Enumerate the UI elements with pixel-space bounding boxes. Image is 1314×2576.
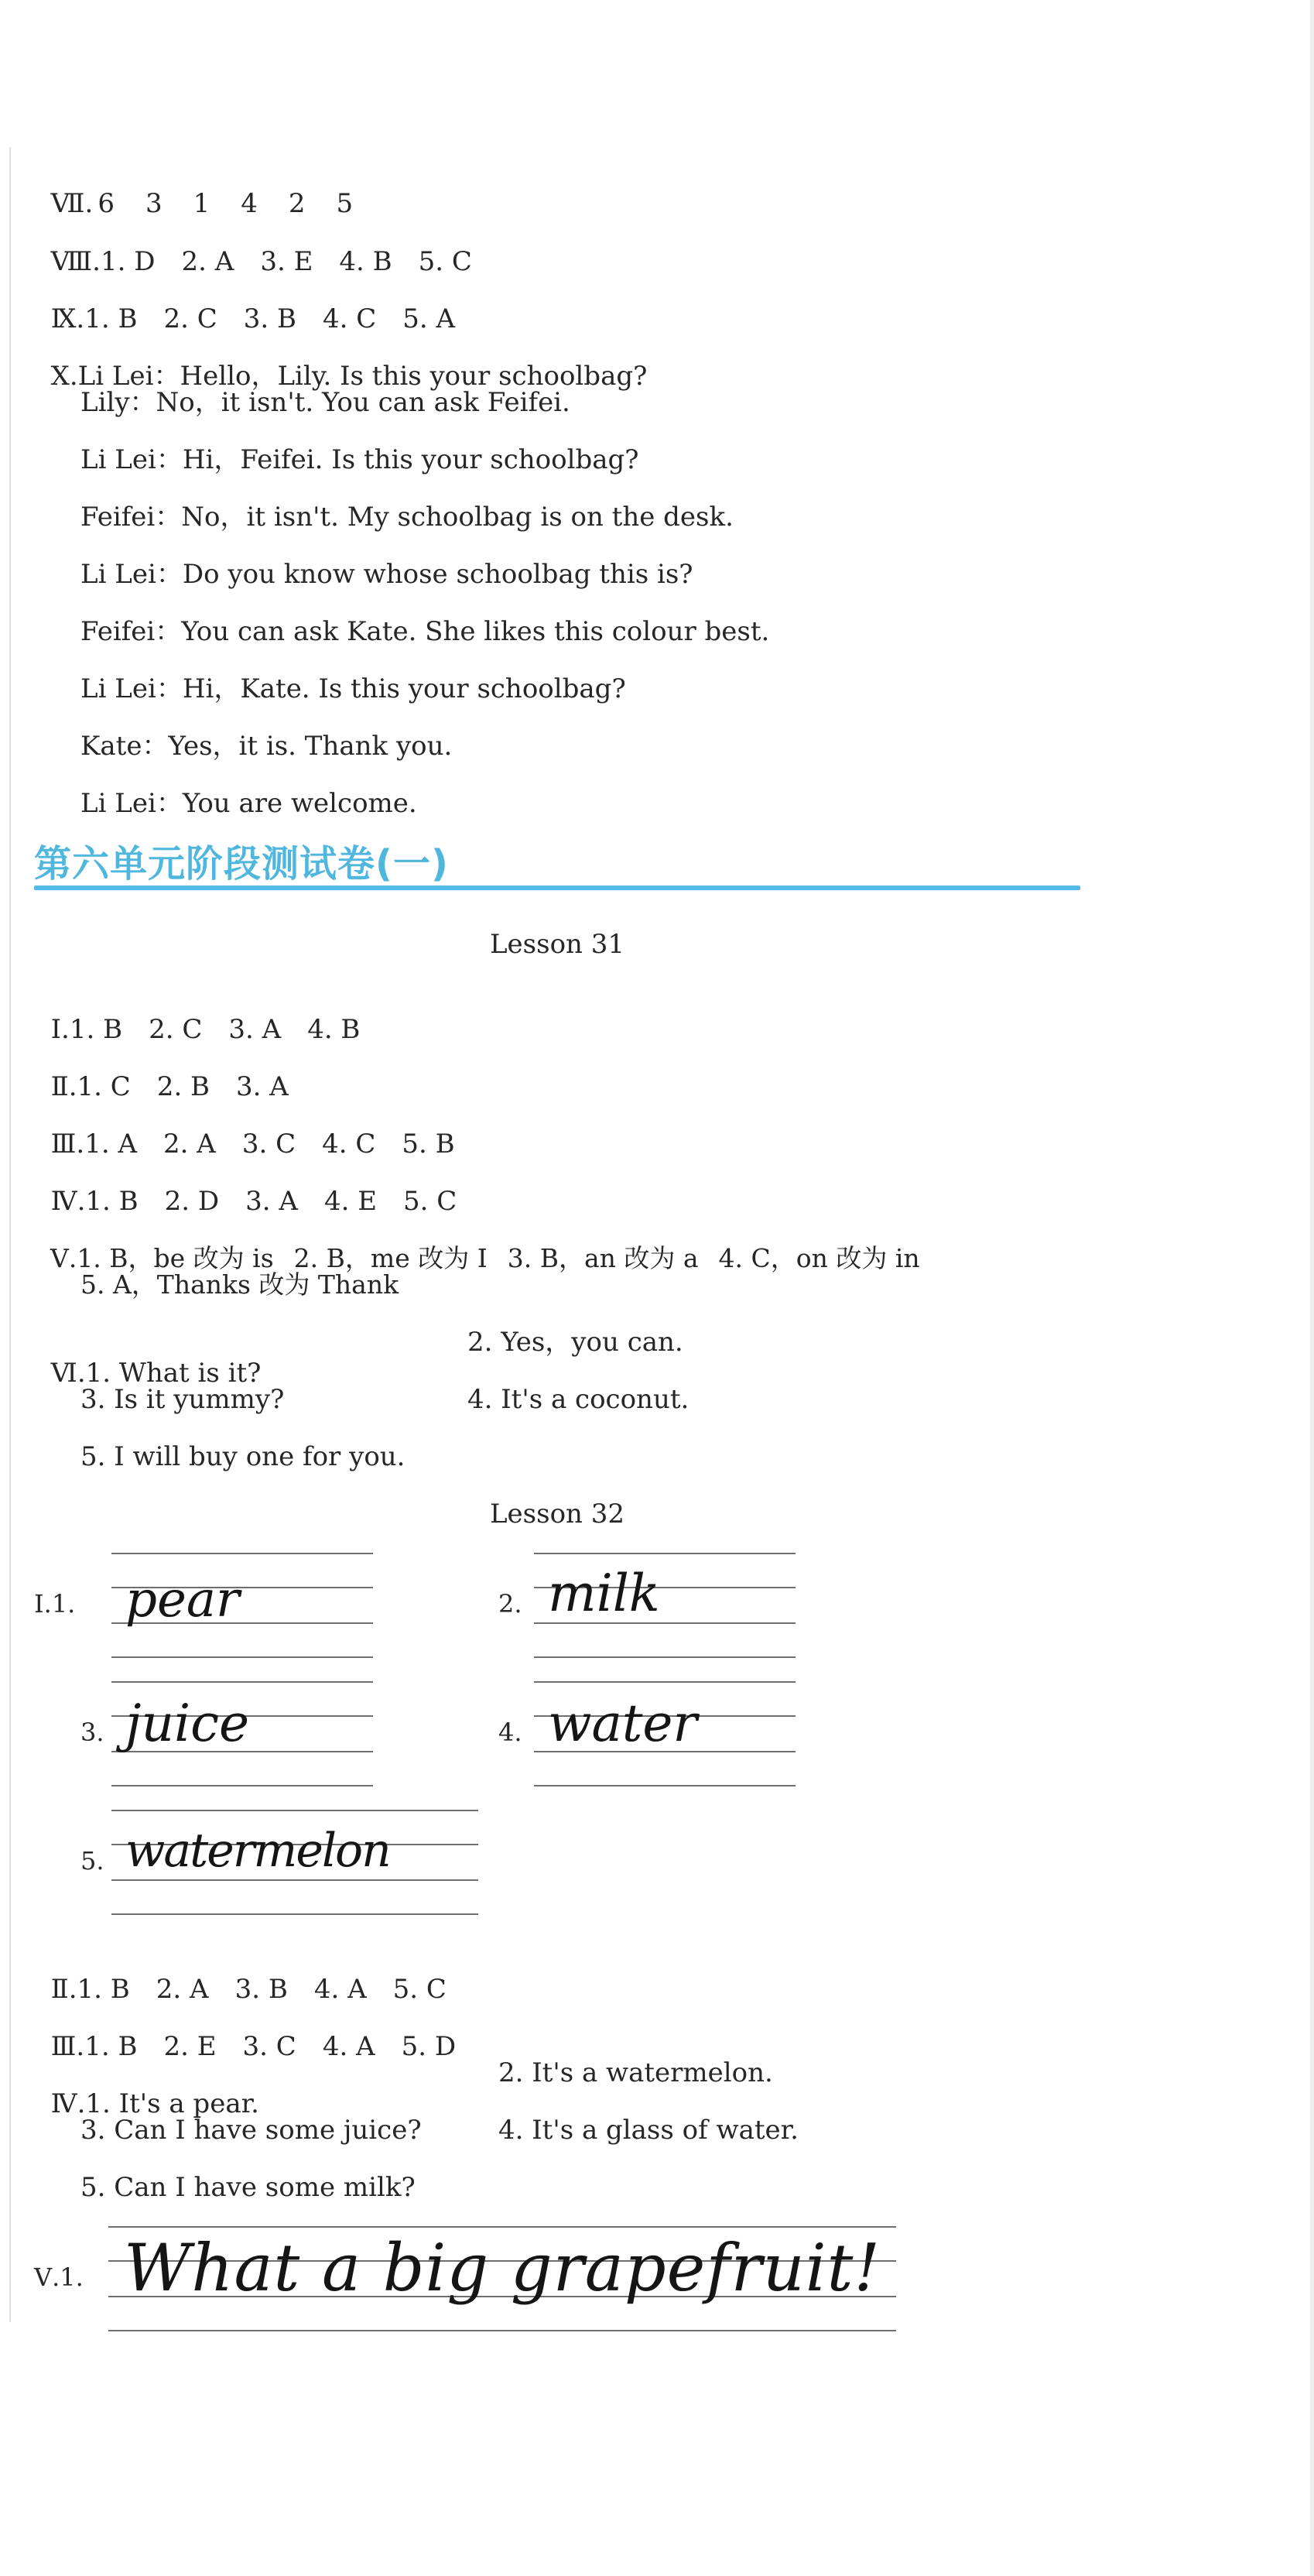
handwritten-word: pear: [125, 1571, 240, 1629]
dialogue-line: [34, 330, 647, 392]
answer-item: 4. B: [307, 1014, 361, 1045]
answer-item: 3. B，an 改为 a: [507, 1243, 699, 1273]
guide-line: [108, 2330, 896, 2331]
roman-mark: Ⅲ.: [50, 2031, 85, 2062]
answer-item: 1: [193, 188, 210, 219]
answer-item: 1. B: [77, 1974, 130, 2005]
answer-item: 3. C: [241, 1129, 296, 1160]
roman-mark: Ⅵ.: [50, 1358, 86, 1389]
roman-mark: Ⅳ.: [50, 1186, 86, 1217]
handwriting-box: [108, 2221, 898, 2338]
dialogue-text: Li Lei：Hello，Lily. Is this your schoolbag?: [77, 361, 648, 392]
answer-row: [34, 2057, 259, 2119]
answer-row: [34, 1327, 261, 1389]
answer-item: 5: [336, 188, 354, 219]
page-edge: [1310, 0, 1314, 2576]
roman-mark: Ⅳ.: [50, 2088, 86, 2119]
answer-row: [34, 1943, 447, 2005]
answer-item: 3. A: [236, 1071, 289, 1102]
handwritten-word: milk: [548, 1564, 660, 1623]
lesson-heading: Lesson 32: [489, 1499, 625, 1530]
answer-row: [34, 1155, 457, 1217]
answer-item: 1. B: [69, 1014, 123, 1045]
guide-line: [534, 1681, 796, 1683]
guide-line: [111, 1553, 373, 1554]
answer-item: 3: [145, 188, 163, 219]
roman-mark: Ⅸ.: [50, 303, 85, 334]
answer-item: 3. B: [243, 303, 296, 334]
answer-item: 1. B: [84, 2031, 138, 2062]
answer-item: 1. B: [84, 303, 138, 334]
handwritten-word: water: [548, 1694, 697, 1753]
answer-item: 1. C: [77, 1071, 131, 1102]
answer-item: 5. A: [402, 303, 456, 334]
answer-item: 3. B: [234, 1974, 288, 2005]
guide-line: [111, 1656, 373, 1658]
answer-item: 1. What is it?: [85, 1358, 262, 1389]
answer-item: 2. C: [163, 303, 217, 334]
item-number: 4.: [498, 1718, 522, 1747]
handwriting-box: [111, 1677, 375, 1793]
answer-item: 4. B: [339, 246, 392, 277]
answer-item: 2. E: [163, 2031, 217, 2062]
guide-line: [111, 1913, 478, 1915]
answer-item: [34, 2262, 84, 2293]
answer-row-7: [34, 157, 353, 219]
answer-item: 2. A: [156, 1974, 209, 2005]
answer-row-9: [34, 272, 455, 334]
dialogue-line: Li Lei：You are welcome.: [80, 788, 417, 819]
dialogue-line: Lily：No，it isn't. You can ask Feifei.: [80, 387, 570, 418]
answer-item: 5. D: [401, 2031, 457, 2062]
answer-item: 1. D: [101, 246, 156, 277]
answer-item: 4. It's a glass of water.: [498, 2115, 799, 2146]
handwritten-sentence: What a big grapefruit!: [124, 2230, 881, 2306]
roman-mark: Ⅰ.: [50, 1014, 70, 1045]
answer-item: 2. A: [181, 246, 234, 277]
dialogue-line: Feifei：No，it isn't. My schoolbag is on the desk.: [80, 502, 734, 533]
guide-line: [108, 2226, 896, 2228]
answer-item: 5. Can I have some milk?: [80, 2172, 416, 2203]
guide-line: [534, 1553, 796, 1554]
answer-item: 3. A: [245, 1186, 298, 1217]
handwriting-box: [534, 1548, 797, 1664]
answer-item: 1. B: [85, 1186, 139, 1217]
answer-row: [34, 1212, 920, 1274]
guide-line: [534, 1656, 796, 1658]
handwriting-box: [111, 1805, 480, 1921]
roman-mark: Ⅲ.: [50, 1129, 85, 1160]
answer-item: 4. E: [323, 1186, 378, 1217]
dialogue-line: Li Lei：Do you know whose schoolbag this is?: [80, 559, 693, 590]
answer-row: [34, 1040, 289, 1102]
answer-item: 4. It's a coconut.: [467, 1384, 690, 1415]
answer-item: 3. A: [228, 1014, 282, 1045]
guide-line: [111, 1681, 373, 1683]
item-number: 5.: [80, 1846, 104, 1875]
answer-item: 4. C: [322, 303, 377, 334]
answer-item: 3. Can I have some juice?: [80, 2115, 422, 2146]
answer-item: 5. B: [402, 1129, 455, 1160]
handwritten-word: juice: [125, 1694, 250, 1753]
answer-row: 5. A，Thanks 改为 Thank: [80, 1269, 399, 1300]
roman-mark: Ⅶ.: [50, 188, 94, 219]
lesson-heading: Lesson 31: [489, 929, 625, 960]
dialogue-line: Kate：Yes，it is. Thank you.: [80, 731, 453, 762]
answer-item: 2. B: [156, 1071, 210, 1102]
dialogue-line: Li Lei：Hi，Feifei. Is this your schoolbag?: [80, 444, 639, 475]
answer-item: 4. C，on 改为 in: [718, 1243, 920, 1273]
answer-item: 5. C: [392, 1974, 447, 2005]
item-number: 1.: [60, 2263, 84, 2292]
section-banner: [34, 838, 1080, 892]
answer-item: 5. C: [418, 246, 472, 277]
section-rule: [34, 886, 1080, 890]
answer-item: 2. Yes，you can.: [467, 1327, 683, 1358]
answer-row: [34, 2000, 456, 2062]
roman-mark: Ⅱ.: [50, 1071, 77, 1102]
answer-item: [34, 1588, 75, 1619]
handwriting-box: [111, 1548, 375, 1664]
roman-mark: Ⅴ.: [34, 2263, 60, 2292]
item-number: 1.: [51, 1589, 76, 1619]
answer-item: 4. A: [322, 2031, 375, 2062]
roman-mark: Ⅷ.: [50, 246, 101, 277]
answer-item: 2. A: [163, 1129, 216, 1160]
dialogue-line: Feifei：You can ask Kate. She likes this colour best.: [80, 616, 770, 647]
answer-item: 4. A: [313, 1974, 367, 2005]
answer-item: 4. C: [322, 1129, 376, 1160]
answer-item: 6: [98, 188, 115, 219]
roman-mark: Ⅰ.: [34, 1589, 52, 1619]
page-gutter-line: [9, 147, 11, 2322]
answer-item: 5. I will buy one for you.: [80, 1441, 405, 1472]
answer-item: 1. B，be 改为 is: [77, 1243, 274, 1273]
item-number: 3.: [80, 1718, 104, 1747]
guide-line: [111, 1810, 478, 1811]
roman-mark: Ⅹ.: [50, 361, 78, 392]
answer-item: 2. D: [164, 1186, 220, 1217]
section-title: 第六单元阶段测试卷(一): [34, 842, 449, 886]
answer-item: 3. C: [242, 2031, 296, 2062]
answer-item: 2. B，me 改为 I: [293, 1243, 488, 1273]
answer-item: 3. Is it yummy?: [80, 1384, 285, 1415]
answer-item: 1. It's a pear.: [85, 2088, 259, 2119]
roman-mark: Ⅱ.: [50, 1974, 77, 2005]
dialogue-line: Li Lei：Hi，Kate. Is this your schoolbag?: [80, 673, 626, 704]
answer-item: 2. C: [149, 1014, 203, 1045]
answer-item: 5. C: [403, 1186, 457, 1217]
guide-line: [534, 1785, 796, 1786]
answer-row: [34, 1098, 455, 1160]
roman-mark: Ⅴ.: [50, 1243, 77, 1273]
handwriting-box: [534, 1677, 797, 1793]
answer-row: [34, 983, 360, 1045]
answer-item: 1. A: [84, 1129, 138, 1160]
answer-item: 4: [241, 188, 258, 219]
guide-line: [111, 1785, 373, 1786]
item-number: 2.: [498, 1589, 522, 1619]
answer-row-8: [34, 215, 472, 277]
answer-item: 2. It's a watermelon.: [498, 2057, 773, 2088]
answer-item: 3. E: [260, 246, 313, 277]
answer-item: 2: [288, 188, 306, 219]
handwritten-word: watermelon: [125, 1824, 390, 1878]
